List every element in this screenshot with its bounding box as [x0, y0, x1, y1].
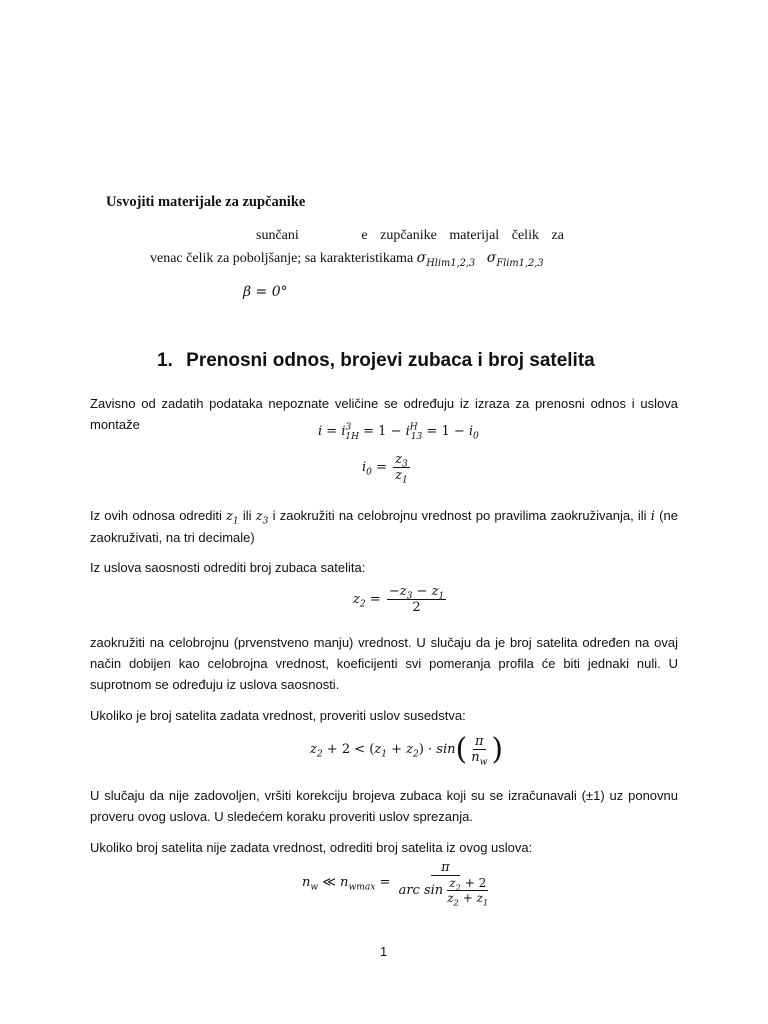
word: za [551, 228, 564, 243]
equation-transmission-ratio: $i = i^3_{1H} = 1 - i^H_{13} = 1 - i_0$ [318, 422, 479, 442]
section-title: Prenosni odnos, brojevi zubaca i broj satelita [186, 350, 595, 371]
paragraph: Ukoliko je broj satelita zadata vrednost, proveriti uslov susedstva: [90, 708, 466, 723]
paragraph: Zavisno od zadatih podataka nepoznate veličine se određuju iz izraza za prenosni odnos i uslova montaže [90, 396, 678, 432]
section-number: 1. [157, 350, 173, 371]
equation-z2: $z_2$ = $\frac{-z_3 - z_1}{2}$ [353, 584, 445, 615]
paragraph: Ukoliko broj satelita nije zadata vrednost, odrediti broj satelita iz ovog uslova: [90, 840, 533, 855]
section-heading [157, 350, 595, 372]
equation-i0: $i_0$ = $\frac{z_3}{z_1}$ [362, 452, 408, 486]
page-number: 1 [380, 944, 388, 959]
z1-symbol: $z_1$ [226, 509, 239, 527]
materials-text: venac čelik za poboljšanje; sa karakteristikama [150, 251, 414, 266]
paragraph: Iz ovih odnosa odrediti $z_1$ ili $z_3$ i zaokružiti na celobrojnu vrednost po pravilima zaokruživanja, ili i (ne zaokruživati, na tri decimale) [90, 508, 678, 545]
word: zupčanike [380, 228, 437, 243]
materials-line-1 [256, 228, 564, 244]
i-symbol: i [650, 509, 655, 524]
sigma-flim: $\sigma_{Flim1,2,3}$ [486, 250, 544, 269]
z3-symbol: $z_3$ [255, 509, 269, 527]
sigma-hlim: $\sigma_{Hlim1,2,3}$ [416, 250, 476, 269]
paragraph: U slučaju da nije zadovoljen, vršiti korekciju brojeva zubaca koji su se izračunavali (±1) uz ponovnu proveru ovog uslova. U sledećem koraku proveriti uslov sprezanja. [90, 788, 678, 824]
word: e [361, 228, 368, 243]
paragraph: Iz uslova saosnosti odrediti broj zubaca satelita: [90, 560, 366, 575]
materials-heading: Usvojiti materijale za zupčanike [106, 194, 306, 210]
paragraph: zaokružiti na celobrojnu (prvenstveno manju) vrednost. U slučaju da je broj satelita određen na ovaj način dobijen kao celobrojna vrednost, koeficijenti svi pomeranja profila će biti jednaki nuli. U suprotnom se određuju iz uslova saosnosti. [90, 635, 678, 692]
beta-equation: β = 0° [243, 284, 288, 300]
word: čelik [511, 228, 539, 243]
materials-line-2 [150, 250, 544, 267]
word: sunčani [256, 228, 299, 243]
word: materijal [449, 228, 500, 243]
equation-satellite-count: $n_w$ ≪ $n_{wmax}$ = π arc sin $\frac{z_2 + 2}{z_2 + z_1}$ [302, 860, 489, 908]
equation-neighbour-condition: $z_2 + 2 < (z_1 + z_2) \cdot \sin$( $\frac{\pi}{n_w}$ ) [310, 732, 504, 768]
